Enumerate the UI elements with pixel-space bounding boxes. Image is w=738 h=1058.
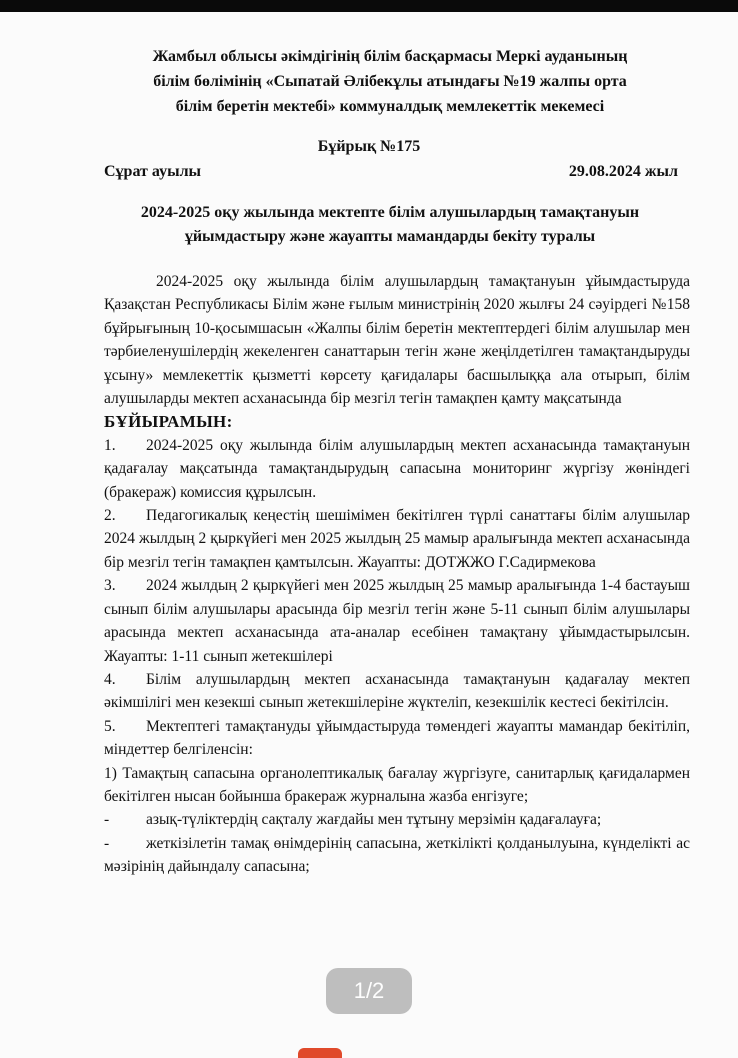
top-status-bar — [0, 0, 738, 12]
dash-item — [104, 832, 690, 879]
header-line: Жамбыл облысы әкімдігінің білім басқармасы Меркі ауданының — [152, 48, 628, 65]
dash-item-text: жеткізілетін тамақ өнімдерінің сапасына, жеткілікті қолданылуына, күнделікті ас мәзірінің дайындалу сапасына; — [104, 834, 690, 876]
document-body — [104, 270, 690, 879]
item-text: 2024 жылдың 2 қыркүйегі мен 2025 жылдың 25 мамыр аралығында 1-4 бастауыш сынып білім алушылары арасында бір мезгіл тегін және 5-11 сынып білім алушылары арасында мектеп асханасында ата-аналар есебінен тамақтану ұйымдастырылсын. Жауапты: 1-11 сынып жетекшілері — [104, 577, 690, 665]
title-line: 2024-2025 оқу жылында мектепте білім алушылардың тамақтануын — [140, 204, 640, 221]
institution-header — [90, 44, 690, 119]
item-number: 1. — [104, 436, 116, 454]
item-number: 2. — [104, 507, 116, 525]
page-indicator[interactable]: 1/2 — [326, 968, 412, 1014]
decree-heading: БҰЙЫРАМЫН: — [104, 412, 233, 432]
order-number: Бұйрық №175 — [317, 138, 421, 155]
item-text: Білім алушылардың мектеп асханасында тамақтануын қадағалау мектеп әкімшілігі мен кезекші сынып жетекшілеріне жүктеліп, кезекшілік кестесі бекітілсін. — [104, 670, 690, 712]
sub-item: 1) Тамақтың сапасына органолептикалық бағалау жүргізуге, санитарлық қағидалармен бекітілген нысан бойынша бракераж журналына жазба енгізуге; — [104, 764, 690, 805]
preamble: 2024-2025 оқу жылында білім алушылардың тамақтануын ұйымдастыруда Қазақстан Республикасы Білім және ғылым министрінің 2020 жылғы 24 сәуірдегі №158 бұйрығының 10-қосымшасын «Жалпы білім беретін мектептердегі білім алушылар мен тәрбиеленушілердің жекеленген санаттарын тегін және жеңілдетілген тамақтандыруды ұсыну» мемлекеттік қызметті көрсету қағидалары басшылыққа ала отырып, білім алушыларды мектеп асханасында бір мезгіл тегін тамақпен қамту мақсатында — [104, 273, 690, 408]
item-number: 4. — [104, 670, 116, 688]
list-item — [104, 574, 690, 668]
document-title — [60, 201, 720, 249]
item-number: 3. — [104, 577, 116, 595]
order-date: 29.08.2024 жыл — [568, 163, 678, 180]
place: Сұрат ауылы — [104, 163, 202, 180]
item-text: Мектептегі тамақтануды ұйымдастыруда төмендегі жауапты мамандар бекітіліп, міндеттер белгіленсін: — [104, 717, 690, 759]
bottom-tab-handle[interactable] — [298, 1048, 342, 1058]
dash-marker: - — [104, 811, 110, 829]
list-item — [104, 668, 690, 715]
dash-item — [104, 808, 690, 831]
item-text: Педагогикалық кеңестің шешімімен бекітілген түрлі санаттағы білім алушылар 2024 жылдың 2 қыркүйегі мен 2025 жылдың 25 мамыр аралығында мектеп асханасында бір мезгіл тегін тамақпен қамтылсын. Жауапты: ДОТЖЖО Г.Садирмекова — [104, 507, 690, 571]
list-item — [104, 504, 690, 574]
title-line: ұйымдастыру және жауапты мамандарды бекіту туралы — [184, 228, 596, 245]
item-number: 5. — [104, 717, 116, 735]
list-item — [104, 434, 690, 504]
header-line: білім беретін мектебі» коммуналдық мемлекеттік мекемесі — [175, 98, 605, 115]
list-item — [104, 715, 690, 762]
dash-item-text: азық-түліктердің сақталу жағдайы мен тұтыну мерзімін қадағалауға; — [146, 811, 602, 829]
item-text: 2024-2025 оқу жылында білім алушылардың мектеп асханасында тамақтануын қадағалау мақсатында тамақтандырудың сапасына мониторинг жүргізу жөніндегі (бракераж) комиссия құрылсын. — [104, 436, 690, 501]
header-line: білім бөлімінің «Сыпатай Әлібекұлы атындағы №19 жалпы орта — [153, 73, 627, 90]
dash-marker: - — [104, 834, 110, 852]
